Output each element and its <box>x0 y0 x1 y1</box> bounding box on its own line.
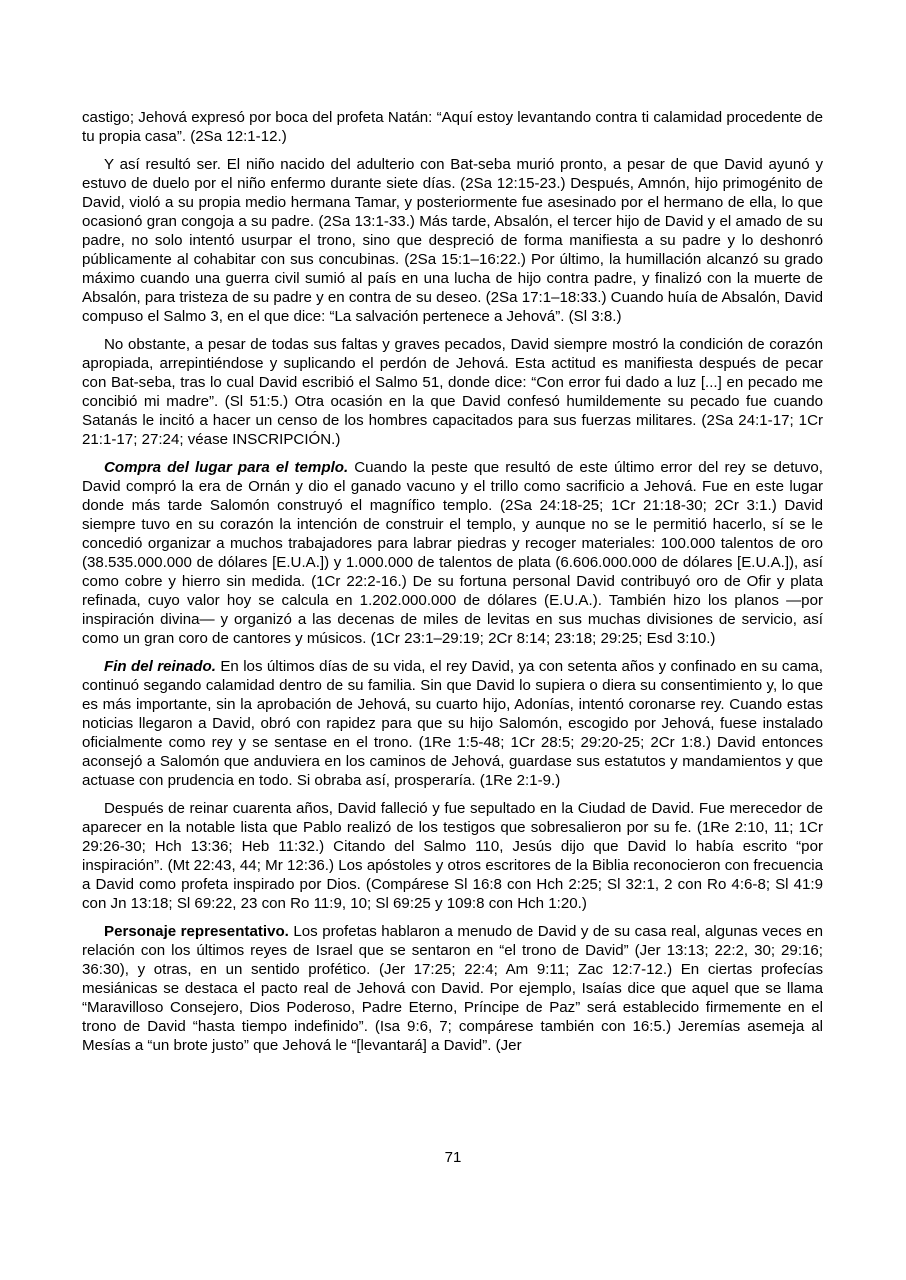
section-heading: Compra del lugar para el templo. <box>104 459 349 476</box>
paragraph-continuation <box>82 108 823 146</box>
paragraph-text: Los profetas hablaron a menudo de David y de su casa real, algunas veces en relación con los últimos reyes de Israel que se sentaron en “el trono de David” (Jer 13:13; 22:2, 30; 29:16; 36:30), y otras, en un sentido profético. (Jer 17:25; 22:4; Am 9:11; Zac 12:7-12.) En ciertas profecías mesiánicas se destaca el pacto real de Jehová con David. Por ejemplo, Isaías dice que aquel que se llama “Maravilloso Consejero, Dios Poderoso, Padre Eterno, Príncipe de Paz” será establecido firmemente en el trono de David “hasta tiempo indefinido”. (Isa 9:6, 7; compárese también con 16:5.) Jeremías asemeja al Mesías a “un brote justo” que Jehová le “[levantará] a David”. (Jer <box>82 923 824 1054</box>
document-page <box>82 108 823 1064</box>
paragraph-text: En los últimos días de su vida, el rey David, ya con setenta años y confinado en su cama, continuó segando calamidad dentro de su familia. Sin que David lo supiera o diera su consentimiento y, lo que es más importante, sin la aprobación de Jehová, su cuarto hijo, Adonías, intentó coronarse rey. Cuando estas noticias llegaron a David, obró con rapidez para que su hijo Salomón, escogido por Jehová, fuese instalado oficialmente como rey y se sentase en el trono. (1Re 1:5-48; 1Cr 28:5; 29:20-25; 2Cr 1:8.) David entonces aconsejó a Salomón que anduviera en los caminos de Jehová, guardase sus estatutos y mandamientos y que actuase con prudencia en todo. Si obraba así, prosperaría. (1Re 2:1-9.) <box>82 658 823 789</box>
section-heading: Personaje representativo. <box>104 923 289 940</box>
paragraph-family-calamities <box>82 155 823 326</box>
paragraph-text: Después de reinar cuarenta años, David falleció y fue sepultado en la Ciudad de David. Fue merecedor de aparecer en la notable lista que Pablo realizó de los testigos que sobresalieron por su fe. (1Re 2:10, 11; 1Cr 29:26-30; Hch 13:36; Heb 11:32.) Citando del Salmo 110, Jesús dijo que David lo había escrito “por inspiración”. (Mt 22:43, 44; Mr 12:36.) Los apóstoles y otros escritores de la Biblia reconocieron con frecuencia a David como profeta inspirado por Dios. (Compárese Sl 16:8 con Hch 2:25; Sl 32:1, 2 con Ro 4:6-8; Sl 41:9 con Jn 13:18; Sl 69:22, 23 con Ro 11:9, 10; Sl 69:25 y 109:8 con Hch 1:20.) <box>82 800 823 912</box>
paragraph-text: castigo; Jehová expresó por boca del profeta Natán: “Aquí estoy levantando contra ti calamidad procedente de tu propia casa”. (2Sa 12:1-12.) <box>82 109 823 145</box>
paragraph-death <box>82 799 823 913</box>
section-heading: Fin del reinado. <box>104 658 216 675</box>
paragraph-end-of-reign <box>82 657 823 790</box>
paragraph-text: Y así resultó ser. El niño nacido del adulterio con Bat-seba murió pronto, a pesar de que David ayunó y estuvo de duelo por el niño enfermo durante siete días. (2Sa 12:15-23.) Después, Amnón, hijo primogénito de David, violó a su propia medio hermana Tamar, y posteriormente fue asesinado por el hermano de ella, lo que ocasionó gran congoja a su padre. (2Sa 13:1-33.) Más tarde, Absalón, el tercer hijo de David y el amado de su padre, no solo intentó usurpar el trono, sino que despreció de forma manifiesta a su padre y lo deshonró públicamente al cohabitar con sus concubinas. (2Sa 15:1–16:22.) Por último, la humillación alcanzó su grado máximo cuando una guerra civil sumió al país en una lucha de hijo contra padre, y finalizó con la muerte de Absalón, para tristeza de su padre y en contra de su deseo. (2Sa 17:1–18:33.) Cuando huía de Absalón, David compuso el Salmo 3, en el que dice: “La salvación pertenece a Jehová”. (Sl 3:8.) <box>82 156 823 325</box>
paragraph-temple-site <box>82 458 823 648</box>
paragraph-repentance <box>82 335 823 449</box>
paragraph-text: No obstante, a pesar de todas sus faltas y graves pecados, David siempre mostró la condición de corazón apropiada, arrepintiéndose y suplicando el perdón de Jehová. Esta actitud es manifiesta después de pecar con Bat-seba, tras lo cual David escribió el Salmo 51, donde dice: “Con error fui dado a luz [...] en pecado me concibió mi madre”. (Sl 51:5.) Otra ocasión en la que David confesó humildemente su pecado fue cuando Satanás le incitó a hacer un censo de los hombres capacitados para sus fuerzas militares. (2Sa 24:1-17; 1Cr 21:1-17; 27:24; véase INSCRIPCIÓN.) <box>82 336 823 448</box>
page-number: 71 <box>444 1149 462 1166</box>
paragraph-text: Cuando la peste que resultó de este último error del rey se detuvo, David compró la era de Ornán y dio el ganado vacuno y el trillo como sacrificio a Jehová. Fue en este lugar donde más tarde Salomón construyó el magnífico templo. (2Sa 24:18-25; 1Cr 21:18-30; 2Cr 3:1.) David siempre tuvo en su corazón la intención de construir el templo, y aunque no se le permitió hacerlo, sí se le concedió organizar a muchos trabajadores para labrar piedras y recoger materiales: 100.000 talentos de oro (38.535.000.000 de dólares [E.U.A.]) y 1.000.000 de talentos de plata (6.606.000.000 de dólares [E.U.A.]), así como cobre y hierro sin medida. (1Cr 22:2-16.) De su fortuna personal David contribuyó oro de Ofir y plata refinada, cuyo valor hoy se calcula en 1.202.000.000 de dólares (E.U.A.). También hizo los planos —por inspiración divina— y organizó a las decenas de miles de levitas en sus muchas divisiones de servicio, así como un gran coro de cantores y músicos. (1Cr 23:1–29:19; 2Cr 8:14; 23:18; 29:25; Esd 3:10.) <box>82 459 823 647</box>
paragraph-representative <box>82 922 823 1055</box>
